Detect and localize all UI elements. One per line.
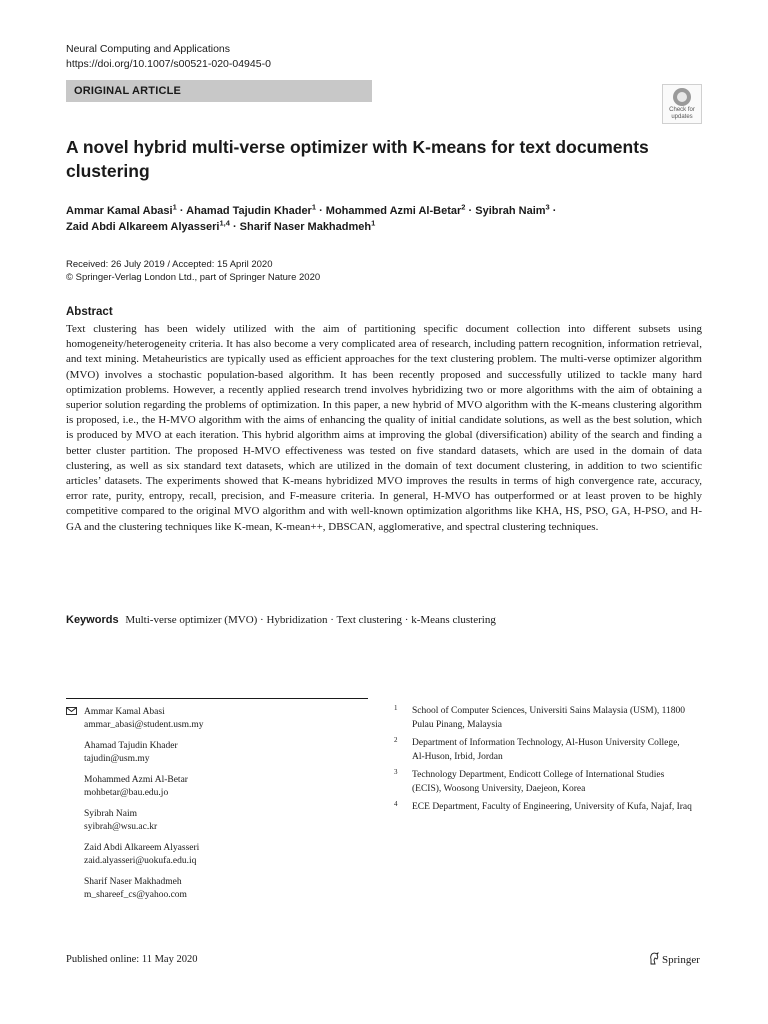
author[interactable]: Ahamad Tajudin Khader$^1$	[186, 202, 317, 217]
author[interactable]: Syibrah Naim$^3$	[475, 202, 550, 217]
contact-email[interactable]: tajudin@usm.my	[84, 754, 150, 764]
contact-name: Syibrah Naim	[84, 809, 138, 819]
keywords	[66, 613, 702, 628]
journal-header	[66, 42, 271, 72]
contact-name: Sharif Naser Makhadmeh	[84, 877, 182, 887]
article-dates	[66, 258, 320, 284]
abstract-text: Text clustering has been widely utilized with the aim of partitioning specific document collection into different subsets using homogeneity/heterogeneity criteria. It has also become a very complicated area of research, including pattern recognition, information retrieval, and text mining. Metaheuristics are typically used as efficient approaches for the text clustering problem. The multi-verse optimizer algorithm (MVO) involves a stochastic population-based algorithm. It has been recently proposed and successfully utilized to tackle many hard optimization problems. However, a recently applied research trend involves hybridizing two or more algorithms with the aim of obtaining a superior solution regarding the problems of optimization. In this paper, a new hybrid of MVO algorithm with the K-means clustering algorithm is proposed, i.e., the H-MVO algorithm with the aims of enhancing the quality of initial candidate solutions, as well as the best solution, which is produced by MVO at each iteration. This hybrid algorithm aims at improving the global (diversification) ability of the search and finding a better cluster partition. The proposed H-MVO effectiveness was tested on five standard datasets, which are used in the domain of data clustering, as well as six standard text datasets, which are utilized in the domain of text document clustering, in addition to two scientific articles’ datasets. The experiments showed that K-means hybridized MVO improves the results in terms of high convergence rate, accuracy, error rate, purity, entropy, recall, precision, and F-measure criteria. In general, H-MVO has outperformed or at least proven to be highly competitive compared to the original MVO algorithm and with well-known optimization algorithms like KHA, HS, PSO, GA, H-PSO, and H-GA and the clustering techniques like K-mean, K-mean++, DBSCAN, agglomerative, and spectral clustering techniques.	[66, 323, 702, 533]
author-contacts	[66, 706, 366, 910]
contact-email[interactable]: m_shareef_cs@yahoo.com	[84, 890, 187, 900]
received-accepted: Received: 26 July 2019 / Accepted: 15 April 2020	[66, 259, 273, 270]
contact-name: Mohammed Azmi Al-Betar	[84, 775, 188, 785]
affiliation-entry	[394, 800, 694, 814]
abstract-heading: Abstract	[66, 306, 113, 318]
affiliation-number: 1	[394, 704, 398, 712]
affiliation-number: 2	[394, 736, 398, 744]
contact-email[interactable]: mohbetar@bau.edu.jo	[84, 788, 169, 798]
journal-name: Neural Computing and Applications	[66, 43, 231, 55]
contact-email[interactable]: zaid.alyasseri@uokufa.edu.iq	[84, 856, 197, 866]
affiliation-number: 4	[394, 800, 398, 808]
contact-entry	[66, 706, 366, 732]
affiliation-entry	[394, 704, 694, 732]
contact-name: Zaid Abdi Alkareem Alyasseri	[84, 843, 200, 853]
footnote-divider	[66, 698, 368, 699]
contact-name: Ahamad Tajudin Khader	[84, 741, 178, 751]
copyright-line: © Springer-Verlag London Ltd., part of Springer Nature 2020	[66, 272, 321, 283]
keywords-label: Keywords	[66, 614, 119, 626]
affiliation-number: 3	[394, 768, 398, 776]
published-online: Published online: 11 May 2020	[66, 954, 198, 965]
affiliation-entry	[394, 768, 694, 796]
affiliation-text: Technology Department, Endicott College of International Studies (ECIS), Woosong University, Daejeon, Korea	[412, 770, 665, 794]
contact-name: Ammar Kamal Abasi	[84, 707, 165, 717]
check-for-updates-icon	[673, 88, 691, 106]
affiliation-text: Department of Information Technology, Al-Huson University College, Al-Huson, Irbid, Jordan	[412, 738, 680, 762]
doi-link[interactable]: https://doi.org/10.1007/s00521-020-04945-0	[66, 58, 271, 70]
author[interactable]: Sharif Naser Makhadmeh$^1$	[239, 218, 376, 233]
publisher-name: Springer	[662, 954, 700, 966]
check-for-updates-label: Check for updates	[669, 107, 695, 120]
envelope-icon	[66, 707, 77, 715]
author[interactable]: Mohammed Azmi Al-Betar$^2$	[325, 202, 466, 217]
affiliation-entry	[394, 736, 694, 764]
check-for-updates-badge[interactable]	[662, 84, 702, 124]
author-list: Ammar Kamal Abasi$^1$ · Ahamad Tajudin Khader$^1$ · Mohammed Azmi Al-Betar$^2$ · Syibrah Naim$^3$ · Zaid Abdi Alkareem Alyasseri$^{1,4}$ · Sharif Naser Makhadmeh$^1$	[66, 202, 557, 233]
author[interactable]: Ammar Kamal Abasi$^1$	[66, 202, 177, 217]
article-type-banner: ORIGINAL ARTICLE	[66, 80, 372, 102]
contact-entry	[66, 876, 366, 902]
affiliations	[394, 704, 694, 818]
article-title: A novel hybrid multi-verse optimizer with K-means for text documents clustering	[66, 137, 649, 181]
affiliation-text: ECE Department, Faculty of Engineering, University of Kufa, Najaf, Iraq	[412, 802, 692, 812]
springer-horse-icon	[648, 952, 660, 965]
contact-entry	[66, 740, 366, 766]
contact-entry	[66, 842, 366, 868]
author[interactable]: Zaid Abdi Alkareem Alyasseri$^{1,4}$	[66, 218, 230, 233]
contact-entry	[66, 774, 366, 800]
contact-entry	[66, 808, 366, 834]
keywords-list: Multi-verse optimizer (MVO) · Hybridization · Text clustering · k-Means clustering	[125, 614, 496, 626]
affiliation-text: School of Computer Sciences, Universiti Sains Malaysia (USM), 11800 Pulau Pinang, Malaysia	[412, 706, 686, 730]
contact-email[interactable]: ammar_abasi@student.usm.my	[84, 720, 204, 730]
publisher-logo	[648, 952, 700, 966]
contact-email[interactable]: syibrah@wsu.ac.kr	[84, 822, 158, 832]
